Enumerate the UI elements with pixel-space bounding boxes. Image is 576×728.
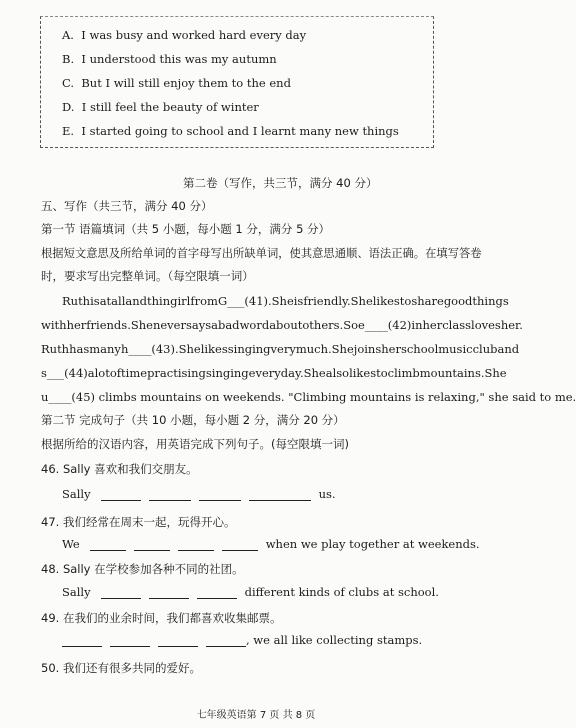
option-a: A. I was busy and worked hard every day [62, 28, 307, 42]
passage-word: h____(43). [120, 342, 179, 356]
passage-word: a [211, 318, 218, 332]
passage-word: Ruth [41, 342, 70, 356]
q48-blank-1[interactable] [101, 588, 141, 599]
passage-word: practising [147, 366, 206, 380]
passage-word: club [472, 342, 498, 356]
passage-word: Ruth [62, 294, 91, 308]
q47-blank-4[interactable] [222, 540, 258, 551]
passage-word: word [239, 318, 270, 332]
passage-word: to [376, 366, 388, 380]
passage-word: a [87, 366, 95, 380]
passage-line-3 [41, 342, 520, 356]
passage-word: mountains. [419, 366, 485, 380]
passage-word: her. [500, 318, 523, 332]
option-d: D. I still feel the beauty of winter [62, 100, 259, 114]
passage-word: day. [280, 366, 304, 380]
part1-instruction-2: 时，要求写出完整单词。（每空限填一词） [41, 269, 254, 283]
q47-blank-2[interactable] [134, 540, 170, 551]
passage-word: also [325, 366, 350, 380]
passage-word: to [399, 294, 412, 308]
page-footer: 七年级英语第 7 页 共 8 页 [196, 710, 316, 721]
passage-word: has [69, 342, 90, 356]
part1-instruction-1: 根据短文意思及所给单词的首字母写出所缺单词，使其意思通顺、语法正确。在填写答卷 [41, 247, 482, 260]
passage-word: many [89, 342, 121, 356]
passage-word: thin [147, 294, 171, 308]
part1-title: 第一节 语篇填词（共 5 小题，每小题 1 分，满分 5 分） [41, 222, 331, 236]
part2-title: 第二节 完成句子（共 10 小题，每小题 2 分，满分 20 分） [41, 413, 345, 427]
passage-word: says [185, 318, 212, 332]
section5-title: 五、写作（共三节，满分 40 分） [41, 199, 213, 213]
passage-word: likes [200, 342, 228, 356]
passage-word: She [331, 342, 354, 356]
passage-word: loves [471, 318, 501, 332]
passage-word: her [381, 342, 401, 356]
passage-word: So [343, 318, 358, 332]
passage-word: time [121, 366, 148, 380]
passage-word: school [400, 342, 439, 356]
q46-blank-1[interactable] [101, 490, 141, 501]
option-c: C. But I will still enjoy them to the end [62, 76, 291, 90]
q48-answer-row: Sally different kinds of clubs at school. [62, 585, 439, 599]
passage-word: s___(44) [41, 366, 88, 380]
passage-word: singing [227, 342, 271, 356]
option-b: B. I understood this was my autumn [62, 52, 277, 66]
q48-blank-3[interactable] [197, 588, 237, 599]
passage-word: friendly. [303, 294, 351, 308]
q49-answer-row: , we all like collecting stamps. [62, 633, 422, 647]
passage-word: tall [106, 294, 126, 308]
q48-prompt: 48. Sally 在学校参加各种不同的社团。 [41, 562, 244, 576]
passage-line-2 [41, 318, 523, 332]
passage-word: her [66, 318, 87, 332]
passage-word: girl [170, 294, 191, 308]
passage-word: of [109, 366, 122, 380]
q46-prompt: 46. Sally 喜欢和我们交朋友。 [41, 462, 198, 476]
q47-answer-row: We when we play together at weekends. [62, 537, 480, 551]
volume2-title: 第二卷（写作，共三节，满分 40 分） [183, 176, 378, 190]
q49-blank-3[interactable] [158, 636, 198, 647]
passage-word: a [99, 294, 107, 308]
q49-blank-1[interactable] [62, 636, 102, 647]
passage-word: with [41, 318, 67, 332]
q50-prompt: 50. 我们还有很多共同的爱好。 [41, 661, 201, 675]
option-e: E. I started going to school and I learnt many new things [62, 124, 399, 138]
passage-word: She [484, 366, 507, 380]
passage-word: others. [302, 318, 344, 332]
passage-word: very [270, 342, 296, 356]
passage-word: friends. [86, 318, 131, 332]
passage-line-4 [41, 366, 507, 380]
passage-word: in [411, 318, 423, 332]
q49-blank-4[interactable] [206, 636, 246, 647]
passage-word: She [303, 366, 326, 380]
q49-blank-2[interactable] [110, 636, 150, 647]
passage-line-1 [62, 294, 509, 308]
q46-blank-4[interactable] [249, 490, 311, 501]
passage-word: share [411, 294, 444, 308]
passage-word: singing [205, 366, 249, 380]
passage-word: class [442, 318, 472, 332]
q49-prompt: 49. 在我们的业余时间，我们都喜欢收集邮票。 [41, 611, 282, 625]
passage-word: She [178, 342, 201, 356]
part2-instruction: 根据所给的汉语内容，用英语完成下列句子。(每空限填一词) [41, 437, 349, 451]
passage-word: every [248, 366, 281, 380]
passage-word: from [190, 294, 218, 308]
passage-word: joins [353, 342, 382, 356]
passage-word: She [271, 294, 294, 308]
q46-blank-3[interactable] [199, 490, 241, 501]
passage-word: much. [295, 342, 332, 356]
passage-line-5: u____(45) climbs mountains on weekends. "Climbing mountains is relaxing," she said to me. [41, 390, 576, 404]
q46-blank-2[interactable] [149, 490, 191, 501]
passage-word: likes [349, 366, 377, 380]
passage-word: She [130, 318, 153, 332]
q46-answer-row: Sally us. [62, 487, 336, 501]
passage-word: and [125, 294, 148, 308]
passage-word: her [422, 318, 443, 332]
passage-word: good [443, 294, 473, 308]
q47-blank-3[interactable] [178, 540, 214, 551]
passage-word: is [293, 294, 304, 308]
passage-word: is [90, 294, 100, 308]
q48-blank-2[interactable] [149, 588, 189, 599]
passage-word: things [472, 294, 509, 308]
passage-word: G___(41). [217, 294, 272, 308]
passage-word: never [152, 318, 186, 332]
passage-word: and [497, 342, 520, 356]
passage-word: likes [372, 294, 400, 308]
passage-word: She [350, 294, 373, 308]
passage-word: lot [94, 366, 110, 380]
passage-word: about [269, 318, 303, 332]
passage-word: bad [217, 318, 240, 332]
q47-blank-1[interactable] [90, 540, 126, 551]
q47-prompt: 47. 我们经常在周末一起，玩得开心。 [41, 515, 236, 529]
passage-word: e____(42) [358, 318, 412, 332]
passage-word: climb [387, 366, 420, 380]
passage-word: music [438, 342, 473, 356]
